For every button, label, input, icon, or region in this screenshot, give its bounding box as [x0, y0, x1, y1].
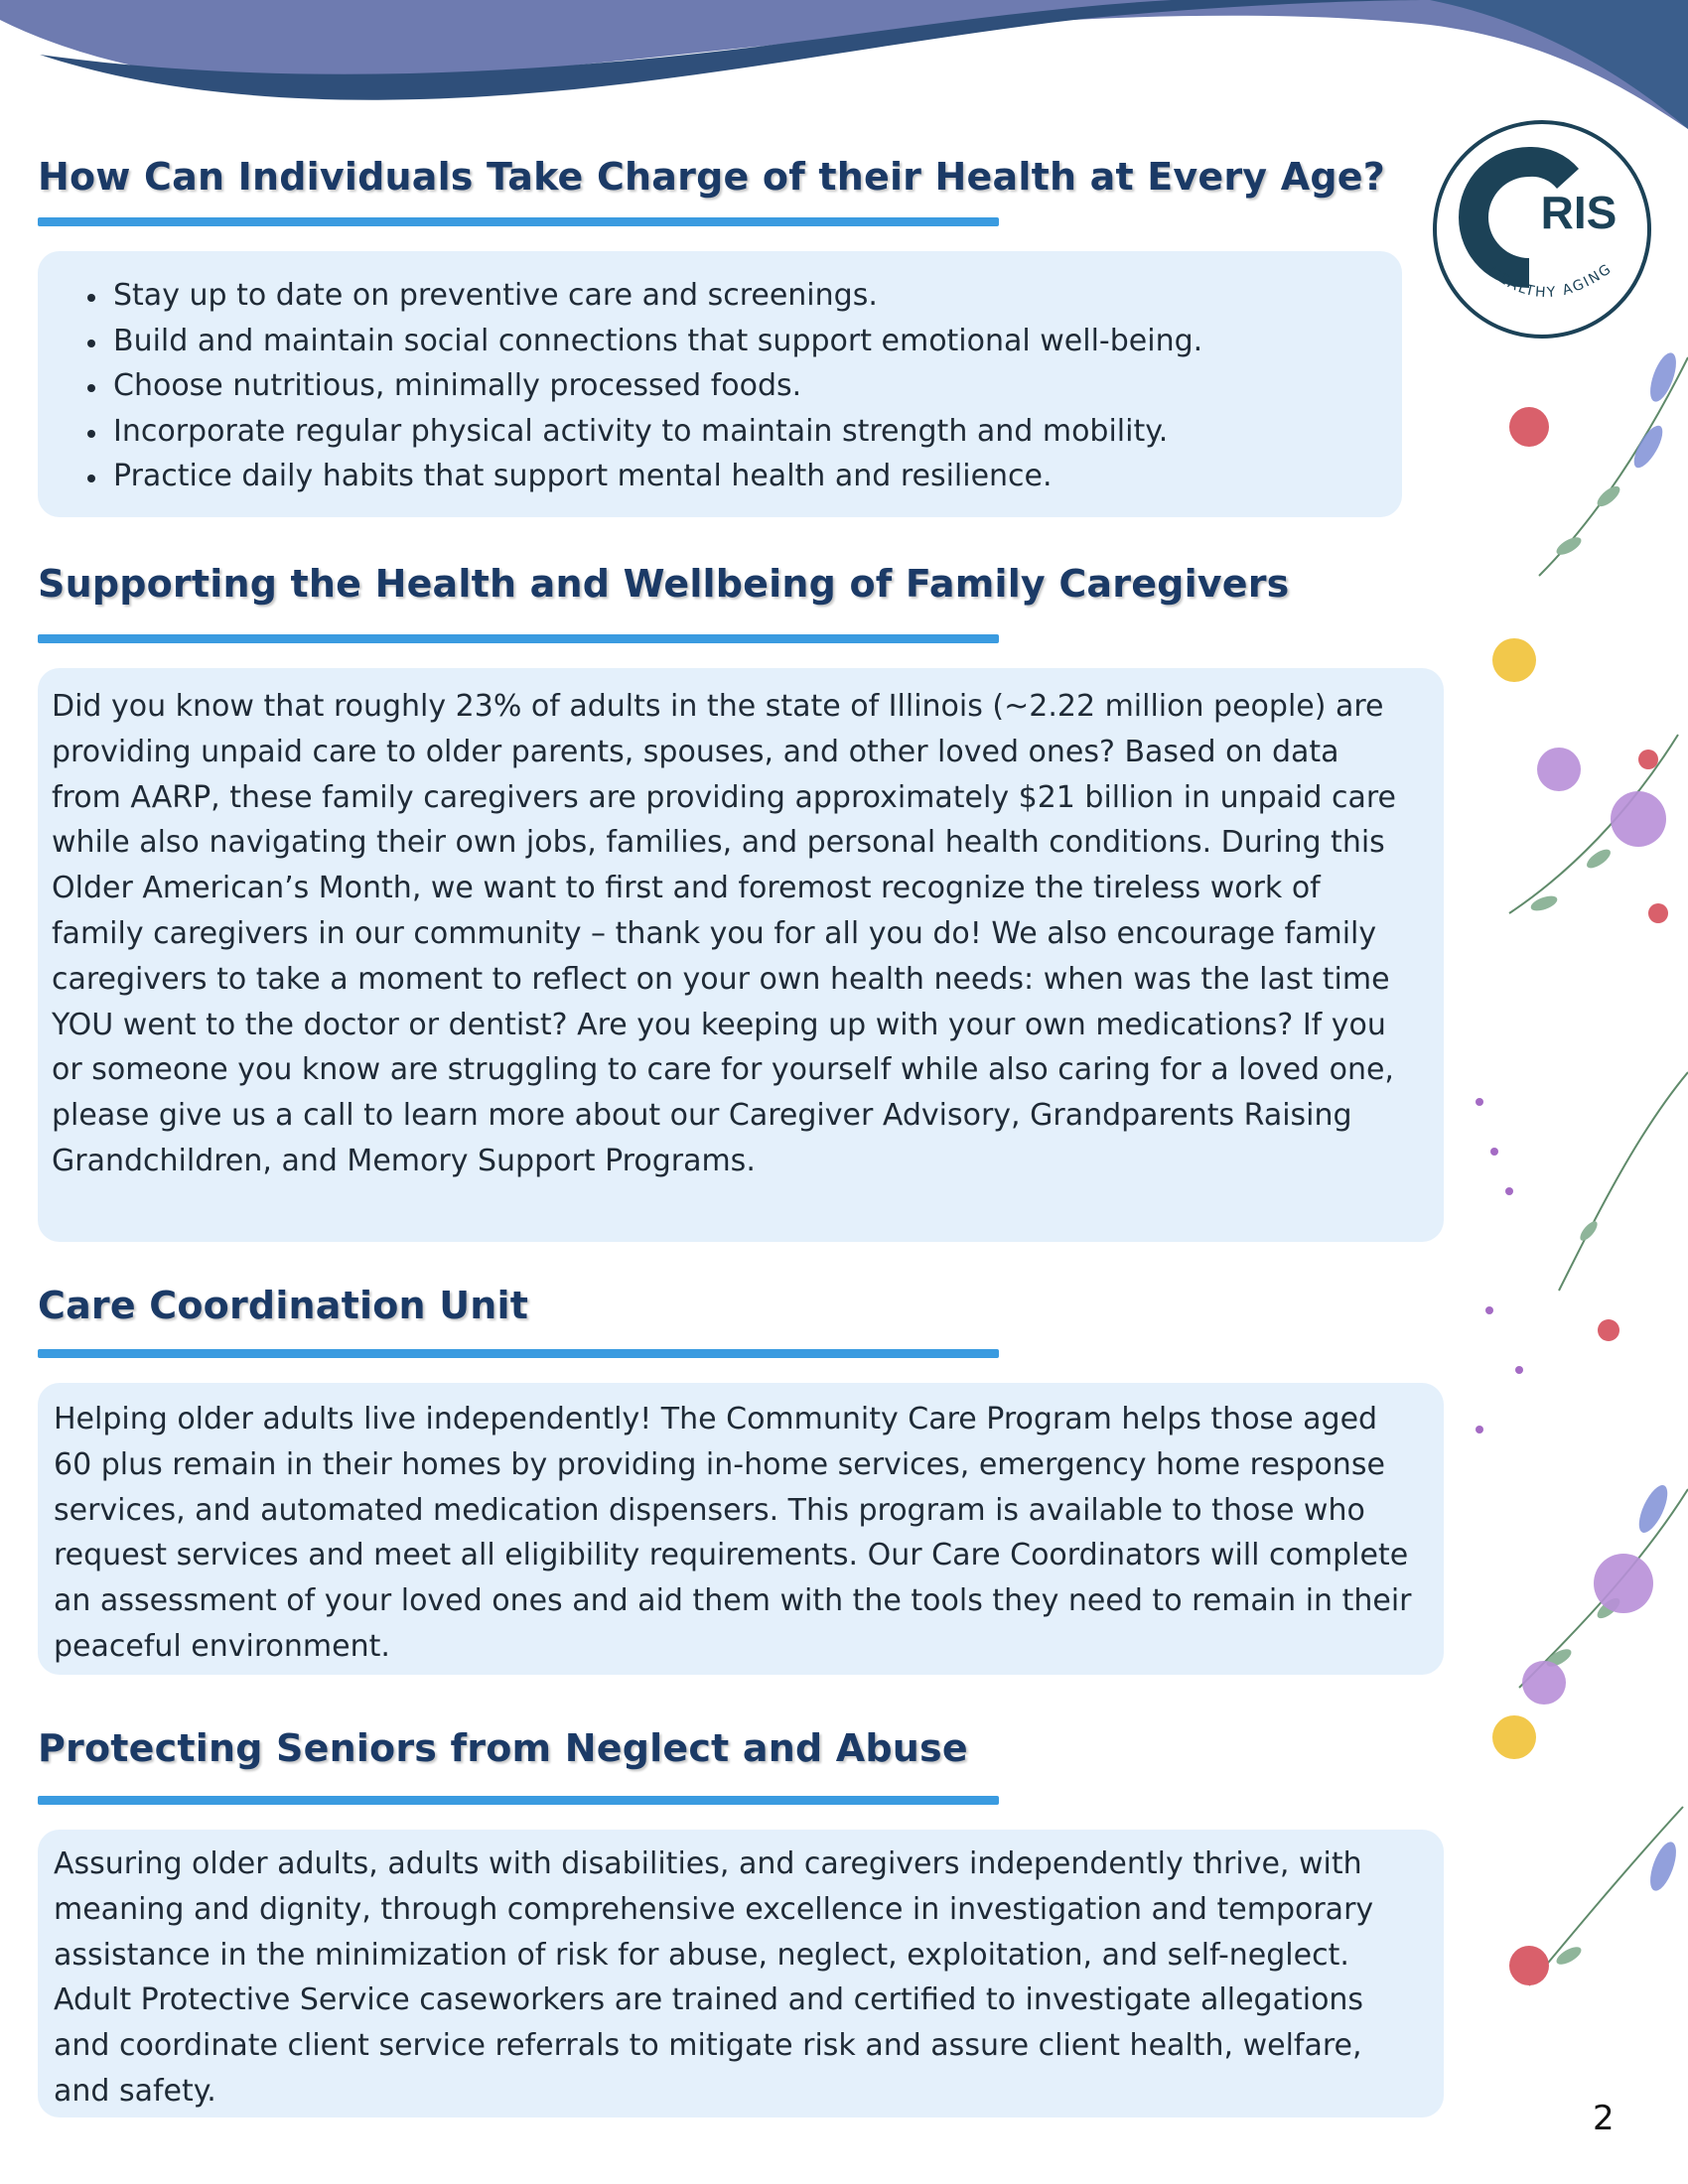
health-tips-card: [38, 251, 1402, 517]
section-title-underline: [38, 634, 999, 643]
section-title-family-caregivers: Supporting the Health and Wellbeing of Family Caregivers: [38, 562, 1290, 606]
page-number: 2: [1593, 2099, 1615, 2138]
section-title-health-every-age: How Can Individuals Take Charge of their Health at Every Age?: [38, 155, 1385, 199]
health-tips-list: [38, 273, 1402, 499]
list-item: • Stay up to date on preventive care and screenings.: [109, 273, 1402, 319]
protecting-seniors-card: [38, 1830, 1444, 2117]
section-title-underline: [38, 217, 999, 226]
list-item: • Incorporate regular physical activity to maintain strength and mobility.: [109, 409, 1402, 455]
care-coordination-text: Helping older adults live independently! The Community Care Program helps those aged 60 plus remain in their homes by providing in-home services, emergency home response services, and automated medication dispensers. This program is available to those who request services and meet all eligibility requirements. Our Care Coordinators will complete an assessment of your loved ones and aid them with the tools they need to remain in their peaceful environment.: [54, 1402, 1412, 1664]
care-coordination-card: [38, 1383, 1444, 1675]
family-caregivers-text: Did you know that roughly 23% of adults in the state of Illinois (~2.22 million people) are providing unpaid care to older parents, spouses, and other loved ones? Based on data from AARP, these family caregivers are providing approximately $21 billion in unpaid care while also navigating their own jobs, families, and personal health conditions. During this Older American’s Month, we want to first and foremost recognize the tireless work of family caregivers in our community – thank you for all you do! We also encourage family caregivers to take a moment to reflect on your own health needs: when was the last time YOU went to the doctor or dentist? Are you keeping up with your own medications? If you or someone you know are struggling to care for yourself while also caring for a loved one, please give us a call to learn more about our Caregiver Advisory, Grandparents Raising Grandchildren, and Memory Support Programs.: [52, 689, 1396, 1178]
section-title-underline: [38, 1349, 999, 1358]
logo-letters: RIS: [1540, 187, 1618, 238]
protecting-seniors-text: Assuring older adults, adults with disabilities, and caregivers independently thrive, with meaning and dignity, through comprehensive excellence in investigation and temporary assistance in the minimization of risk for abuse, neglect, exploitation, and self-neglect. Adult Protective Service caseworkers are trained and certified to investigate allegations and coordinate client service referrals to mitigate risk and assure client health, welfare, and safety.: [54, 1846, 1374, 2109]
section-title-underline: [38, 1796, 999, 1805]
family-caregivers-card: [38, 668, 1444, 1242]
cris-logo: [1430, 117, 1654, 341]
logo-tagline: HEALTHY AGING: [1485, 260, 1616, 302]
list-item: • Choose nutritious, minimally processed foods.: [109, 363, 1402, 409]
section-title-protecting-seniors: Protecting Seniors from Neglect and Abuse: [38, 1726, 968, 1770]
list-item: • Build and maintain social connections that support emotional well-being.: [109, 319, 1402, 364]
floral-border-decoration: [1450, 318, 1688, 2184]
list-item: • Practice daily habits that support mental health and resilience.: [109, 454, 1402, 499]
section-title-care-coordination: Care Coordination Unit: [38, 1284, 529, 1327]
